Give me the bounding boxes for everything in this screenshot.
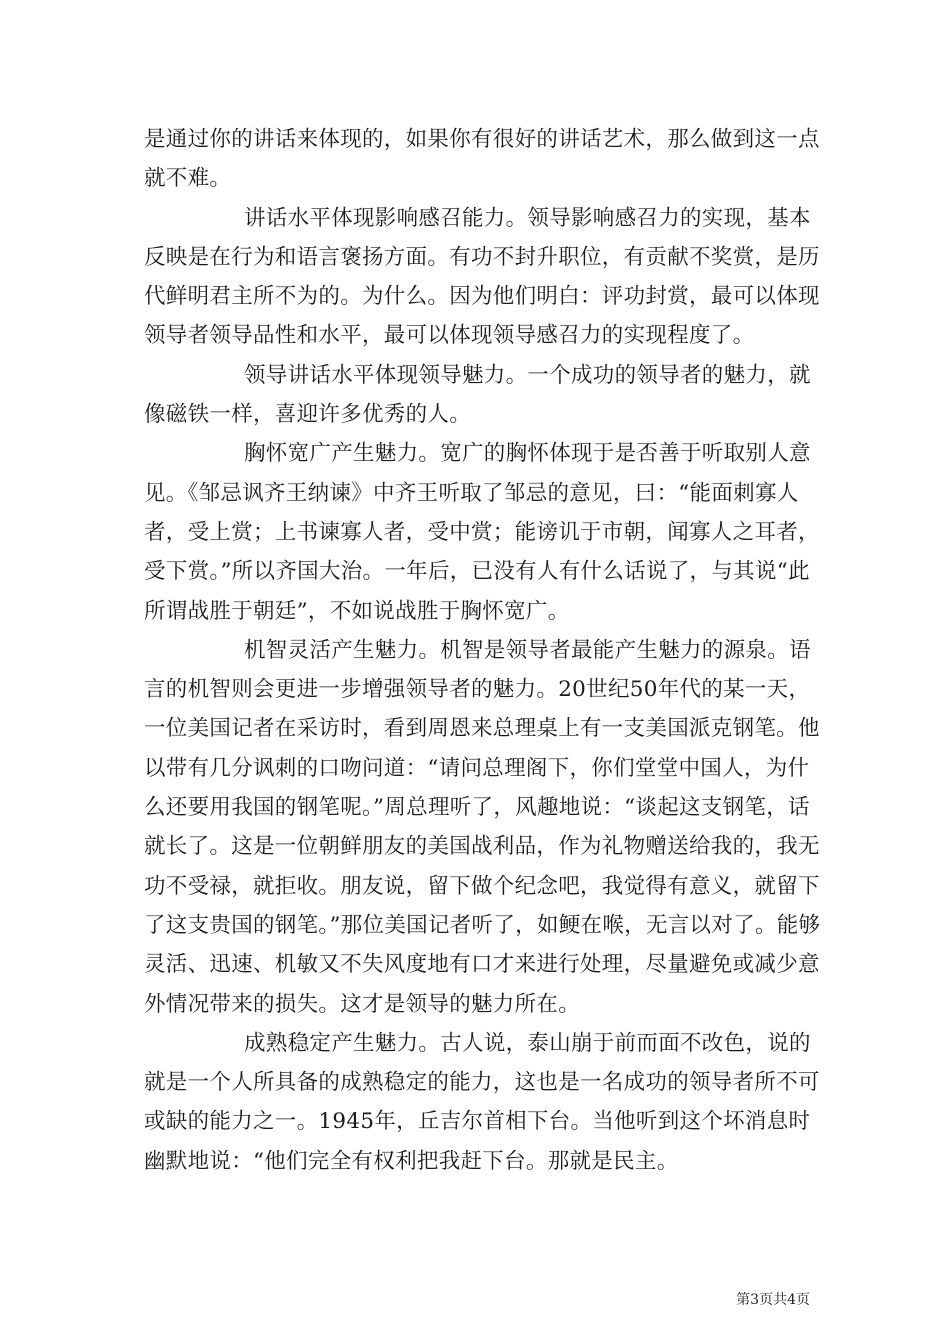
paragraph-influence: 讲话水平体现影响感召能力。领导影响感召力的实现，基本反映是在行为和语言褒扬方面。有功不封升职位，有贡献不奖赏，是历代鲜明君主所不为的。为什么。因为他们明白：评功封赏，最可以体现领导者领导品性和水平，最可以体现领导感召力的实现程度了。: [144, 205, 820, 349]
paragraph-wit: 机智灵活产生魅力。机智是领导者最能产生魅力的源泉。语言的机智则会更进一步增强领导者的魅力。20世纪50年代的某一天，一位美国记者在采访时，看到周恩来总理桌上有一支美国派克钢笔。他以带有几分讽刺的口吻问道：“请问总理阁下，你们堂堂中国人，为什么还要用我国的钢笔呢。”周总理听了，风趣地说：“谈起这支钢笔，话就长了。这是一位朝鲜朋友的美国战利品，作为礼物赠送给我的，我无功不受禄，就拒收。朋友说，留下做个纪念吧，我觉得有意义，就留下了这支贵国的钢笔。”那位美国记者听了，如鲠在喉，无言以对了。能够灵活、迅速、机敏又不失风度地有口才来进行处理，尽量避免或减少意外情况带来的损失。这才是领导的魅力所在。: [144, 637, 821, 1017]
paragraph-charisma: 领导讲话水平体现领导魅力。一个成功的领导者的魅力，就像磁铁一样，喜迎许多优秀的人。: [144, 362, 811, 428]
paragraph-maturity: 成熟稳定产生魅力。古人说，泰山崩于前而面不改色，说的就是一个人所具备的成熟稳定的能力，这也是一名成功的领导者所不可或缺的能力之一。1945年，丘吉尔首相下台。当他听到这个坏消息时幽默地说：“他们完全有权利把我赶下台。那就是民主。: [144, 1030, 820, 1174]
paragraph-continuation: 是通过你的讲话来体现的，如果你有很好的讲话艺术，那么做到这一点就不难。: [144, 127, 820, 192]
document-body: [144, 120, 824, 1181]
paragraph-broad-mind: 胸怀宽广产生魅力。宽广的胸怀体现于是否善于听取别人意见。《邹忌讽齐王纳谏》中齐王听取了邹忌的意见，曰：“能面刺寡人者，受上赏；上书谏寡人者，受中赏；能谤讥于市朝，闻寡人之耳者，受下赏。”所以齐国大治。一年后，已没有人有什么话说了，与其说“此所谓战胜于朝廷”，不如说战胜于胸怀宽广。: [144, 441, 820, 624]
page-number-footer: 第3页共4页: [736, 1292, 810, 1308]
